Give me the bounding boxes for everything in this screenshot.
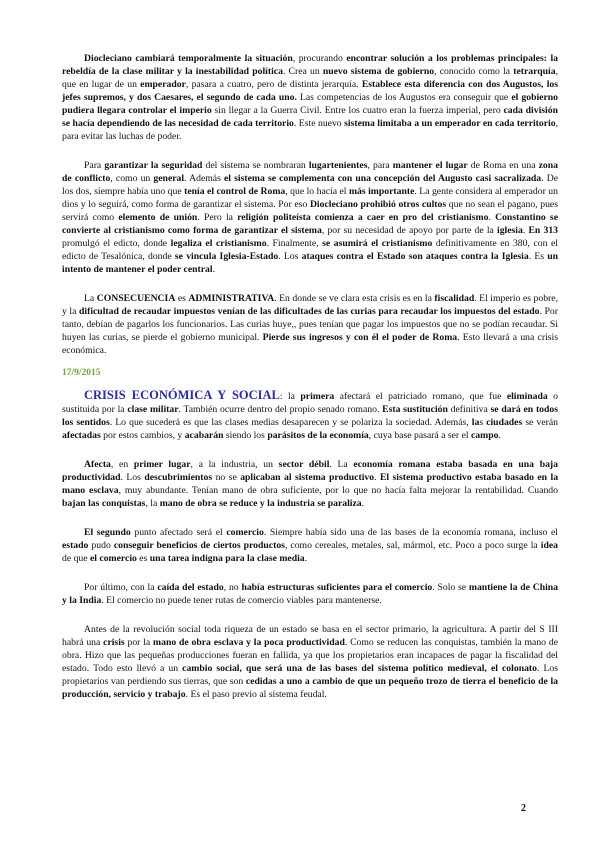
text-run: por la [124,637,154,648]
bold-text-run: tetrarquía [513,66,556,77]
section-paragraph [62,389,558,442]
text-run: afectará el patriciado romano, que fue [334,391,507,402]
bold-text-run: mantener el lugar [392,160,468,171]
text-run: , cuya base pasará a ser el [368,430,471,441]
bold-text-run: lugartenientes [308,160,368,171]
paragraph [62,526,558,565]
text-run: . El imperio es pobre, y la [62,293,558,317]
paragraph [62,52,558,143]
text-run: . Como se reducen las conquistas, también la mano de obra. Hizo que las pequeñas producciones fueran en fallida, ya que los propietarios eran incapaces de pagar la fiscalidad del estado. Todo esto llevó a un [62,637,558,674]
bold-text-run: se dará en todos los sentidos [62,404,559,428]
bold-text-run: CONSECUENCIA [96,293,176,304]
text-run: . Pero la [197,212,238,223]
bold-text-run: , que será una de las bases del sistema político medieval, el colonato [239,663,537,674]
bold-text-run: había estructuras suficientes para el comercio [241,582,433,593]
paragraph [62,623,558,701]
text-run: . Siempre había sido una de las bases de la economía romana, incluso el [263,527,558,538]
text-run: . Los propietarios van perdiendo sus tierras, que son [62,663,559,687]
text-run: . La [329,459,354,470]
page-number: 2 [521,803,526,814]
text-run: . El comercio no puede tener rutas de comercio viables para mantenerse. [101,595,382,606]
text-run: . Finalmente, [266,238,323,249]
bold-text-run: El segundo [84,527,131,538]
text-run: Por último, con la [84,582,158,593]
bold-text-run: estado [62,540,89,551]
bold-text-run: iglesia [497,225,523,236]
bold-text-run: primer lugar [133,459,191,470]
bold-text-run: acabarán [184,430,224,441]
text-run: , muy abundante. Tenían mano de obra suficiente, por lo que no hacía falta mejorar la rentabilidad. Cuando [118,485,558,496]
text-run: . [488,212,496,223]
text-run: : la [279,391,301,402]
bold-text-run: emperador [140,79,186,90]
bold-text-run: la [471,417,480,428]
bold-text-run: un intento de mantener el poder central [62,251,559,275]
bold-text-run: cambio social [182,663,240,674]
bold-text-run: parásitos de la economía [267,430,369,441]
bold-text-run: una tarea indigna para la clase media [149,553,305,564]
text-run: es [175,293,189,304]
text-run: Antes de la revolución social toda riqueza de un estado se basa en el sector primario, la agricultura. A partir del S III habrá una [62,624,558,648]
text-run: pudo [88,540,114,551]
bold-text-run: dificultad de recaudar impuestos venían de las dificultades de las curias para recaudar los impuestos del estado [79,306,540,317]
bold-text-run: ataques contra el Estado son ataques contra la Iglesia [301,251,529,262]
bold-text-run: aplicaban al sistema productivo [240,472,375,483]
bold-text-run: encontrar solución a los problemas principales: la rebeldía de la clase militar y la inestabilidad política [62,53,558,77]
bold-text-run: más importante [348,186,415,197]
bold-text-run: clase militar [127,404,179,415]
bold-text-run: cedidas a uno a cambio de que un pequeño trozo de tierra el beneficio de la producción, servicio y trabajo [62,676,558,700]
bold-text-run: elemento de unión [118,212,198,223]
text-run: , la [145,498,160,509]
bold-text-run: religión politeísta comienza a caer en pro del cristianismo [237,212,489,223]
text-run: definitiva [447,404,491,415]
text-run: , que lo hacía el [285,186,349,197]
text-run: Las competencias de los Augustos era conseguir que [296,92,512,103]
text-run: . De los dos, siempre había uno que [62,173,559,197]
bold-text-run: el sistema se complementa con una concepción del Augusto casi sacralizada [224,173,542,184]
text-run: , por su necesidad de apoyo por parte de la [321,225,497,236]
text-run: . [361,498,365,509]
bold-text-run: fiscalidad [434,293,475,304]
bold-text-run: idea [540,540,559,551]
text-run: . Es [528,251,548,262]
text-run: siendo los [223,430,268,441]
bold-text-run: mantiene la de China y la India [62,582,558,606]
text-run: . Además [184,173,224,184]
text-run: . Crea un [282,66,323,77]
text-run: , a la industria, un [190,459,279,470]
paragraph [62,458,558,510]
bold-text-run: sector débil [278,459,330,470]
text-run: , para evitar las luchas de poder. [62,118,559,142]
text-run: . [498,430,501,441]
text-run: , en [110,459,134,470]
bold-text-run: Afecta [84,459,111,470]
text-run: definitivamente en 380, con el edicto de Tesalónica, donde [62,238,558,262]
text-run: es [136,553,150,564]
bold-text-run: bajan las conquistas [62,498,146,509]
bold-text-run: eliminada [506,391,548,402]
text-run: punto afectado será el [130,527,227,538]
bold-text-run: El sistema productivo estaba basado en la mano esclava [62,472,559,496]
text-run: , como un [110,173,154,184]
bold-text-run: garantizar la seguridad [104,160,203,171]
text-run: Para [84,160,105,171]
bold-text-run: Establece esta diferencia con dos Augustos, los jefes supremos, y dos Caesares, el segundo de cada uno. [62,79,558,103]
bold-text-run: sistema limitaba a un emperador en cada territorio [344,118,556,129]
text-run: . Solo se [432,582,469,593]
text-run: , para [367,160,393,171]
bold-text-run: conseguir beneficios de ciertos productos [113,540,285,551]
bold-text-run: se vincula Iglesia-Estado [174,251,279,262]
text-run: , procurando [292,53,347,64]
paragraph [62,159,558,276]
text-run: del sistema se nombraran [202,160,309,171]
bold-text-run: mano de obra se reduce y la industria se paraliza [159,498,362,509]
text-run: por estos cambios, y [100,430,185,441]
date-label: 17/9/2015 [62,368,101,378]
bold-text-run: afectadas [62,430,101,441]
text-run: . Los [278,251,302,262]
bold-text-run: nuevo sistema de gobierno [322,66,435,77]
bold-text-run: comercio [226,527,264,538]
text-run: . Esto llevará a una crisis económica. [62,332,558,356]
bold-text-run: Constantino se convierte al cristianismo como forma de garantizar el sistema [62,212,558,236]
text-run: . También ocurre dentro del propio senado romano. [178,404,383,415]
text-run: . [304,553,308,564]
text-run: , conocido como la [434,66,514,77]
bold-text-run: mano de obra esclava y la poca productividad [153,637,345,648]
text-run: , que en lugar de un [62,66,558,90]
text-run: . Por tanto, debían de pagarlos los funcionarios. Las curias huye,, pues tenían que pagar los impuestos que no se podían recaudar. Si huyen las curias, se pierde el gobierno municipal. [62,306,558,343]
bold-text-run: se asumirá el cristianismo [322,238,433,249]
text-run: s [479,417,487,428]
text-run: , pasara a cuatro, pero de distinta jerarquía. [185,79,362,90]
bold-text-run: legaliza el cristianismo [170,238,267,249]
bold-text-run: campo [470,430,499,441]
text-run: . En donde se ve clara esta crisis es en la [274,293,435,304]
text-run: sin llegar a la Guerra Civil. Entre los cuatro eran la fuerza imperial, pero [211,105,504,116]
section-heading: CRISIS ECONÓMICA Y SOCIAL [84,388,280,402]
bold-text-run: el gobierno pudiera llegara controlar el imperio [62,92,558,116]
text-run: . Los [120,472,145,483]
bold-text-run: Esta sustitución [382,404,448,415]
bold-text-run: crisis [103,637,125,648]
text-run: . Es el paso previo al sistema feudal. [185,689,327,700]
text-run: . Este nuevo [293,118,345,129]
text-run: . La gente considera al emperador un dios y lo seguirá, como forma de garantizar el sistema. Por eso [62,186,558,210]
text-run: , no [223,582,242,593]
text-run: . Lo que sucederá es que las clases medias desaparecen y se polariza la sociedad. Además, [109,417,472,428]
bold-text-run: Diocleciano prohibió otros cultos [309,199,447,210]
bold-text-run: Pierde sus ingresos y con él el poder de Roma [262,332,458,343]
bold-text-run: En 313 [528,225,559,236]
document-body [62,52,558,717]
text-run: de Roma en una [467,160,539,171]
bold-text-run: Diocleciano cambiará temporalmente la situación [84,53,293,64]
text-run: La [84,293,97,304]
bold-text-run: economía romana estaba basada en una baja productividad [62,459,559,483]
bold-text-run: zona de conflicto [62,160,558,184]
bold-text-run: el comercio [89,553,137,564]
text-run: que no sean el pagano, pues servirá como [62,199,558,223]
text-run: se verán [522,417,558,428]
paragraph [62,292,558,357]
text-run: . [374,472,380,483]
text-run: promulgó el edicto, donde [62,238,171,249]
bold-text-run: primera [300,391,335,402]
bold-text-run: tenía el control de Roma [184,186,286,197]
bold-text-run: general [153,173,185,184]
bold-text-run: caída del estado [157,582,224,593]
bold-text-run: ADMINISTRATIVA [188,293,275,304]
text-run: . [212,264,216,275]
bold-text-run: ciudades [486,417,523,428]
text-run: . [522,225,529,236]
text-run: de que [62,553,90,564]
text-run: no se [212,472,241,483]
text-run: , como cereales, metales, sal, mármol, etc. Poco a poco surge la [284,540,541,551]
text-run: o sustituida por la [62,391,558,415]
bold-text-run: descubrimientos [144,472,213,483]
paragraph [62,581,558,607]
bold-text-run: cada división se hacía dependiendo de las necesidad de cada territorio [62,105,558,129]
